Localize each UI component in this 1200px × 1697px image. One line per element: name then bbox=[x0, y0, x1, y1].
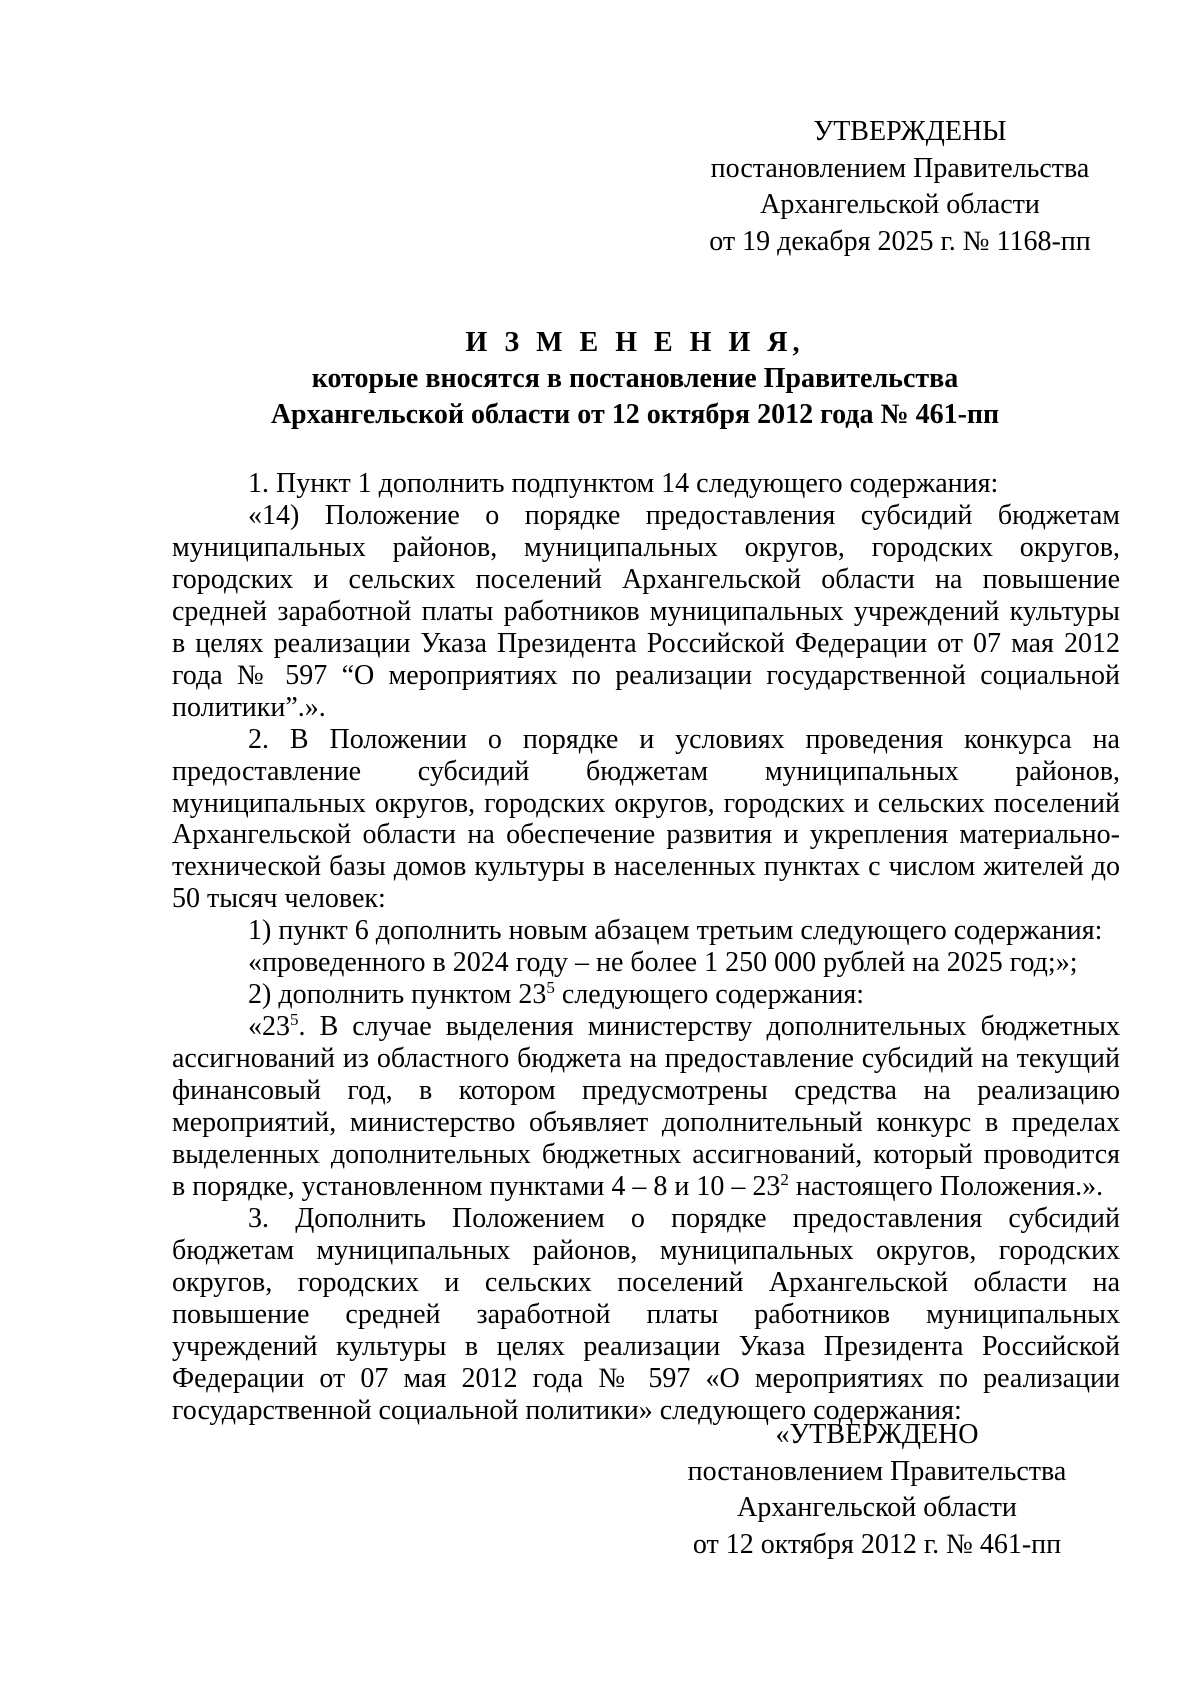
paragraph-1: 1. Пункт 1 дополнить подпунктом 14 следующего содержания: bbox=[248, 468, 999, 499]
paragraph-6 bbox=[172, 979, 1120, 1011]
paragraph-6-text-end: следующего содержания: bbox=[554, 979, 864, 1011]
paragraph-7-text-end: настоящего Положения.». bbox=[788, 1170, 1104, 1202]
title-subline: которые вносятся в постановление Правительства bbox=[311, 363, 959, 394]
paragraph-3: 2. В Положении о порядке и условиях проведения конкурса на предоставление субсидий бюджетам муниципальных районов, муниципальных округов, городских округов, городских и сельских поселений Архангельской области на обеспечение развития и укрепления материально-технической базы домов культуры в населенных пунктах с числом жителей до 50 тысяч человек: bbox=[172, 723, 1120, 915]
paragraph-4: 1) пункт 6 дополнить новым абзацем третьим следующего содержания: bbox=[248, 915, 1103, 947]
paragraph-7-text: «23 bbox=[248, 1011, 290, 1043]
paragraph-6-text: 2) дополнить пунктом 23 bbox=[248, 979, 547, 1011]
approval-authority: постановлением Правительства bbox=[710, 152, 1090, 184]
paragraph-7-text-middle: . В случае выделения министерству дополнительных бюджетных ассигнований из областного бюджета на предоставление субсидий на текущий финансовый год, в котором предусмотрены средства на реализацию мероприятий, министерство объявляет дополнительный конкурс в пределах выделенных дополнительных бюджетных ассигнований, который проводится в порядке, установленном пунктами 4 – 8 и 10 – 23 bbox=[172, 1011, 1120, 1202]
approval-stamp-top bbox=[700, 114, 1100, 260]
approval-date-number: от 12 октября 2012 г. № 461-пп bbox=[692, 1528, 1062, 1560]
paragraph-2: «14) Положение о порядке предоставления субсидий бюджетам муниципальных районов, муниципальных округов, городских округов, городских и сельских поселений Архангельской области на повышение средней заработной платы работников муниципальных учреждений культуры в целях реализации Указа Президента Российской Федерации от 07 мая 2012 года № 597 “О мероприятиях по реализации государственной социальной политики”.». bbox=[172, 499, 1120, 723]
paragraph-5: «проведенного в 2024 году – не более 1 250 000 рублей на 2025 год;»; bbox=[248, 947, 1078, 979]
paragraph-7-superscript: 5 bbox=[290, 1010, 299, 1030]
paragraph-7 bbox=[172, 1011, 1120, 1203]
paragraph-6-superscript: 5 bbox=[546, 978, 555, 998]
title-subline-2: Архангельской области от 12 октября 2012 года № 461-пп bbox=[270, 399, 1000, 430]
approval-region: Архангельской области bbox=[760, 189, 1040, 220]
document-body bbox=[172, 468, 1120, 1427]
approval-status: «УТВЕРЖДЕНО bbox=[775, 1419, 979, 1450]
approval-authority: постановлением Правительства bbox=[687, 1455, 1067, 1487]
paragraph-8: 3. Дополнить Положением о порядке предоставления субсидий бюджетам муниципальных районов, муниципальных округов, городских округов, городских и сельских поселений Архангельской области на повышение средней заработной платы работников муниципальных учреждений культуры в целях реализации Указа Президента Российской Федерации от 07 мая 2012 года № 597 «О мероприятиях по реализации государственной социальной политики» следующего содержания: bbox=[172, 1202, 1120, 1426]
approval-region: Архангельской области bbox=[737, 1492, 1017, 1523]
document-title bbox=[170, 325, 1100, 433]
approval-date-number: от 19 декабря 2025 г. № 1168-пп bbox=[709, 225, 1091, 257]
approval-stamp-bottom bbox=[677, 1417, 1077, 1563]
paragraph-7-superscript-2: 2 bbox=[780, 1169, 789, 1189]
title-heading: И З М Е Н Е Н И Я, bbox=[465, 327, 805, 358]
approval-status: УТВЕРЖДЕНЫ bbox=[813, 116, 1007, 147]
